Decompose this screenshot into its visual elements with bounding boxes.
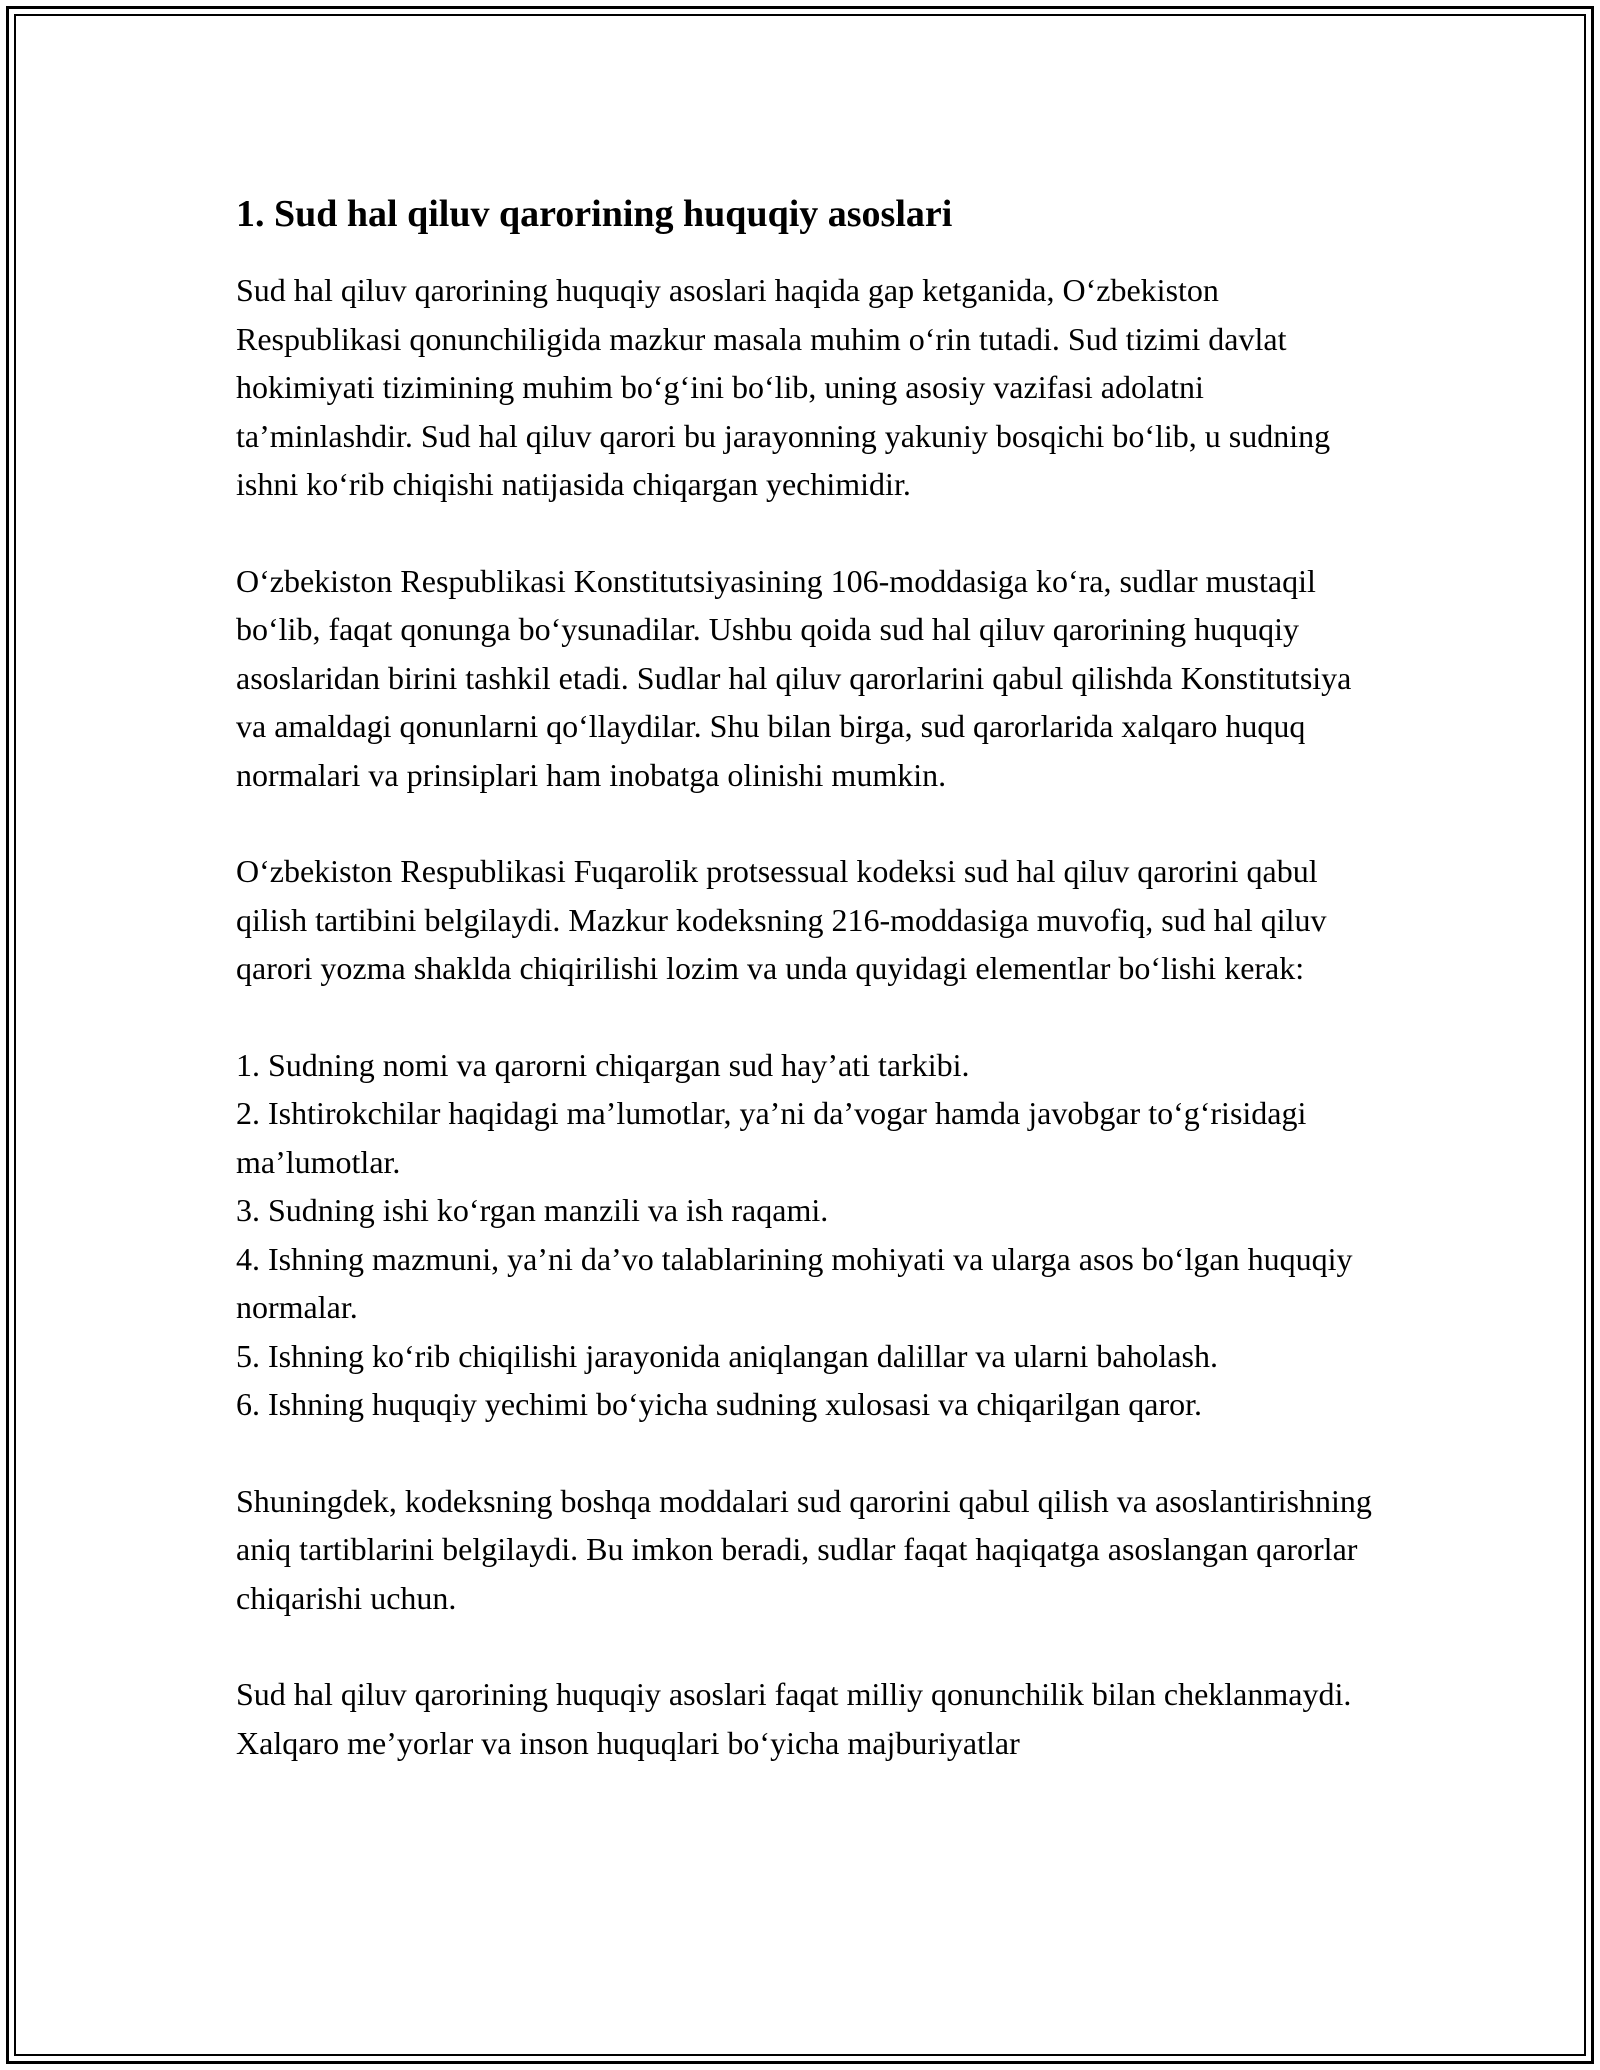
document-body: [236, 186, 1386, 1815]
paragraph: Sud hal qiluv qarorining huquqiy asoslari haqida gap ketganida, O‘zbekiston Respublikasi qonunchiligida mazkur masala muhim o‘rin tutadi. Sud tizimi davlat hokimiyati tizimining muhim bo‘g‘ini bo‘lib, uning asosiy vazifasi adolatni ta’minlashdir. Sud hal qiluv qarori bu jarayonning yakuniy bosqichi bo‘lib, u sudning ishni ko‘rib chiqishi natijasida chiqargan yechimidir.: [236, 272, 1331, 502]
paragraph: Sud hal qiluv qarorining huquqiy asoslari faqat milliy qonunchilik bilan cheklanmaydi. Xalqaro me’yorlar va inson huquqlari bo‘yicha majburiyatlar: [236, 1676, 1352, 1761]
list-item: 1. Sudning nomi va qarorni chiqargan sud hay’ati tarkibi.: [236, 1046, 970, 1083]
list-item: 3. Sudning ishi ko‘rgan manzili va ish raqami.: [236, 1192, 829, 1228]
paragraph: O‘zbekiston Respublikasi Fuqarolik protsessual kodeksi sud hal qiluv qarorini qabul qilish tartibini belgilaydi. Mazkur kodeksning 216-moddasiga muvofiq, sud hal qiluv qarori yozma shaklda chiqirilishi lozim va unda quyidagi elementlar bo‘lishi kerak:: [236, 853, 1327, 986]
paragraph: O‘zbekiston Respublikasi Konstitutsiyasining 106-moddasiga ko‘ra, sudlar mustaqil bo‘lib, faqat qonunga bo‘ysunadilar. Ushbu qoida sud hal qiluv qarorining huquqiy asoslaridan birini tashkil etadi. Sudlar hal qiluv qarorlarini qabul qilishda Konstitutsiya va amaldagi qonunlarni qo‘llaydilar. Shu bilan birga, sud qarorlarida xalqaro huquq normalari va prinsiplari ham inobatga olinishi mumkin.: [236, 562, 1352, 793]
list-item: 2. Ishtirokchilar haqidagi ma’lumotlar, ya’ni da’vogar hamda javobgar to‘g‘risidagi ma’lumotlar.: [236, 1095, 1307, 1180]
requirements-list: [236, 1041, 1386, 1429]
section-heading: 1. Sud hal qiluv qarorining huquqiy asoslari: [236, 193, 953, 235]
list-item: 5. Ishning ko‘rib chiqilishi jarayonida aniqlangan dalillar va ularni baholash.: [236, 1337, 1218, 1374]
list-item: 4. Ishning mazmuni, ya’ni da’vo talablarining mohiyati va ularga asos bo‘lgan huquqiy normalar.: [236, 1240, 1353, 1325]
list-item: 6. Ishning huquqiy yechimi bo‘yicha sudning xulosasi va chiqarilgan qaror.: [236, 1386, 1203, 1422]
paragraph: Shuningdek, kodeksning boshqa moddalari sud qarorini qabul qilish va asoslantirishning aniq tartiblarini belgilaydi. Bu imkon beradi, sudlar faqat haqiqatga asoslangan qarorlar chiqarishi uchun.: [236, 1482, 1372, 1616]
